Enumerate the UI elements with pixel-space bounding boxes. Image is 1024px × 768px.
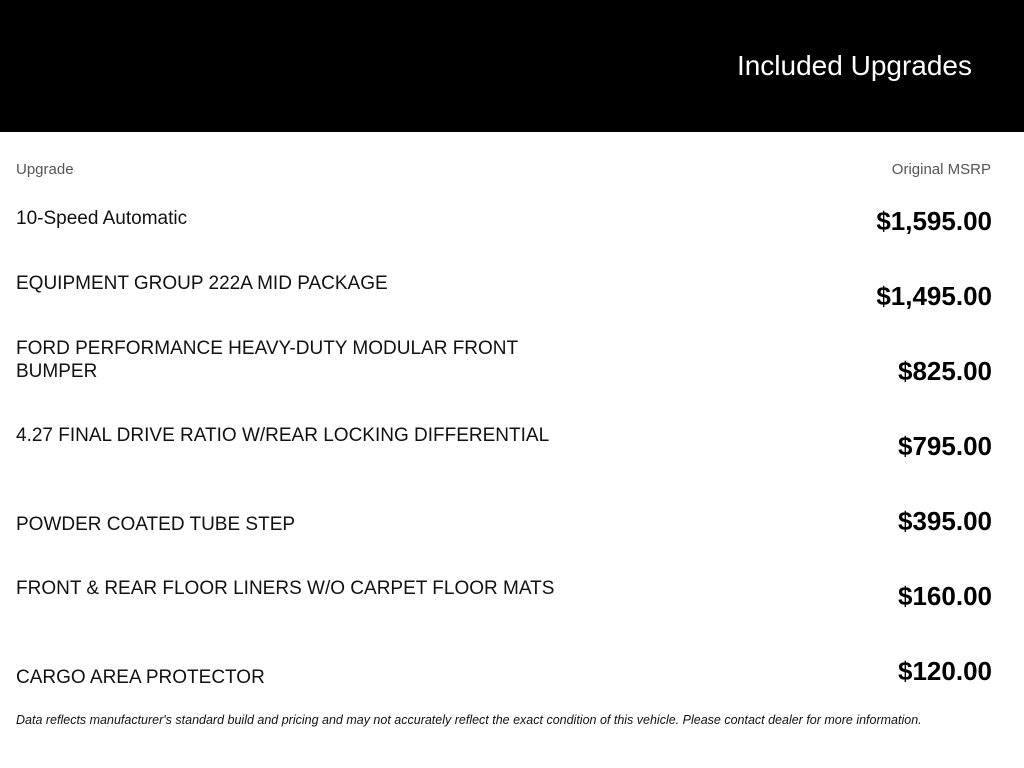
page-title: Included Upgrades — [736, 50, 972, 81]
upgrade-name: FRONT & REAR FLOOR LINERS W/O CARPET FLOOR MATS — [16, 578, 555, 599]
upgrade-price: $1,495.00 — [876, 281, 992, 311]
disclaimer-text: Data reflects manufacturer's standard build and pricing and may not accurately reflect the exact condition of this vehicle. Please contact dealer for more information. — [16, 713, 922, 727]
upgrade-name: POWDER COATED TUBE STEP — [16, 514, 296, 535]
upgrade-price: $1,595.00 — [876, 206, 992, 236]
upgrade-price: $120.00 — [898, 656, 992, 686]
upgrade-name: FORD PERFORMANCE HEAVY-DUTY MODULAR FRONT BUMPER — [16, 338, 518, 382]
upgrade-name: CARGO AREA PROTECTOR — [16, 667, 265, 688]
upgrade-name: EQUIPMENT GROUP 222A MID PACKAGE — [16, 273, 388, 294]
upgrade-price: $795.00 — [898, 431, 992, 461]
upgrade-price: $395.00 — [898, 506, 992, 536]
column-header-upgrade: Upgrade — [16, 161, 74, 178]
upgrade-price: $160.00 — [898, 581, 992, 611]
header-banner — [0, 0, 1024, 132]
upgrade-name: 4.27 FINAL DRIVE RATIO W/REAR LOCKING DIFFERENTIAL — [16, 425, 550, 446]
upgrade-price: $825.00 — [898, 356, 992, 386]
upgrade-name: 10-Speed Automatic — [16, 208, 188, 229]
column-header-msrp: Original MSRP — [891, 161, 991, 178]
